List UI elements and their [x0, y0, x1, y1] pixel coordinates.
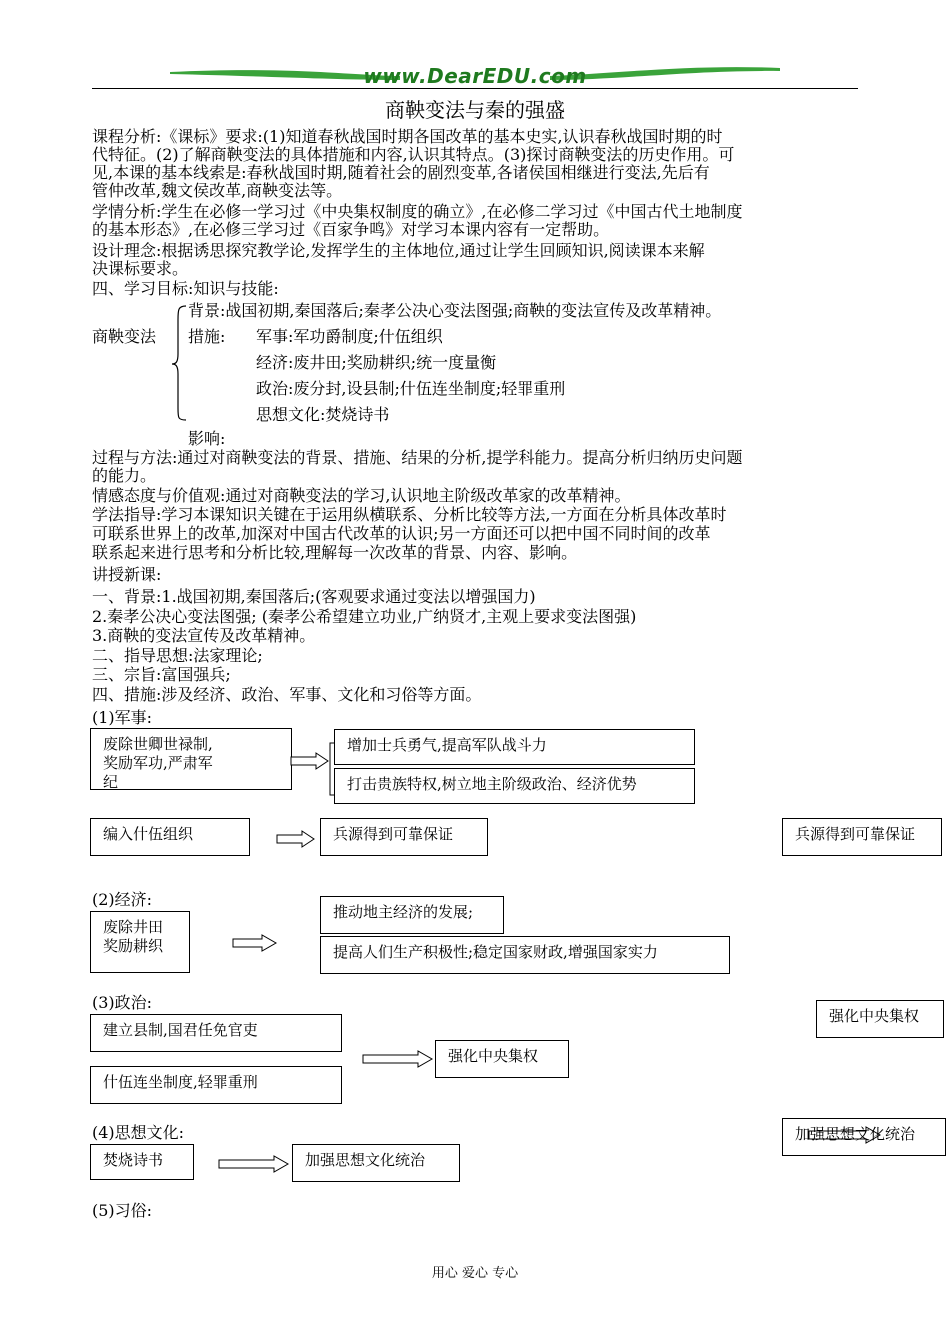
outline-root: 商鞅变法: [92, 327, 157, 346]
body-line: 一、背景:1.战国初期,秦国落后;(客观要求通过变法以增强国力): [92, 587, 536, 606]
header-rule: [92, 88, 858, 89]
culture-box: 焚烧诗书: [90, 1144, 194, 1180]
body-line: 过程与方法:通过对商鞅变法的背景、措施、结果的分析,提学科能力。提高分析归纳历史问题: [92, 448, 743, 467]
military-result-3: 兵源得到可靠保证: [320, 818, 488, 856]
outline-culture: 思想文化:焚烧诗书: [256, 405, 390, 424]
arrow-icon: [218, 1155, 290, 1173]
outline-background: 背景:战国初期,秦国落后;秦孝公决心变法图强;商鞅的变法宣传及改革精神。: [188, 301, 722, 320]
body-line: 2.秦孝公决心变法图强; (秦孝公希望建立功业,广纳贤才,主观上要求变法图强): [92, 607, 637, 626]
arrow-icon: [276, 830, 316, 848]
military-box-organize: 编入什伍组织: [90, 818, 250, 856]
body-line: 四、措施:涉及经济、政治、军事、文化和习俗等方面。: [92, 685, 482, 704]
logo-text[interactable]: www.DearEDU.com: [363, 64, 587, 88]
intro-line: 课程分析:《课标》要求:(1)知道春秋战国时期各国改革的基本史实,认识春秋战国时期的时: [92, 127, 723, 146]
intro-line: 四、学习目标:知识与技能:: [92, 279, 279, 298]
intro-line: 的基本形态》,在必修三学习过《百家争鸣》对学习本课内容有一定帮助。: [92, 220, 610, 239]
military-stray-box: 兵源得到可靠保证: [782, 818, 942, 856]
economy-result-1: 推动地主经济的发展;: [320, 896, 504, 934]
arrow-icon: [232, 934, 278, 952]
body-line: 三、宗旨:富国强兵;: [92, 665, 231, 684]
body-line: 讲授新课:: [92, 565, 162, 584]
arrow-icon: [290, 752, 330, 770]
body-line: 二、指导思想:法家理论;: [92, 646, 263, 665]
body-line: 3.商鞅的变法宣传及改革精神。: [92, 626, 316, 645]
culture-result: 加强思想文化统治: [292, 1144, 460, 1182]
intro-line: 代特征。(2)了解商鞅变法的具体措施和内容,认识其特点。(3)探讨商鞅变法的历史作用。可: [92, 145, 735, 164]
politics-stray-box: 强化中央集权: [816, 1000, 944, 1038]
culture-stray-box: 加强思想文化统治: [782, 1118, 946, 1156]
outline-politics: 政治:废分封,设县制;什伍连坐制度;轻罪重刑: [256, 379, 566, 398]
body-line: 的能力。: [92, 466, 157, 485]
section-culture-heading: (4)思想文化:: [92, 1123, 185, 1142]
arrow-icon: [362, 1050, 434, 1068]
politics-box-county: 建立县制,国君任免官吏: [90, 1014, 342, 1052]
outline-impact: 影响:: [188, 429, 226, 448]
outline-measures-label: 措施:: [188, 327, 226, 346]
military-result-2: [334, 768, 695, 804]
arrow-icon: [808, 1126, 882, 1144]
body-line: 可联系世界上的改革,加深对中国古代改革的认识;另一方面还可以把中国不同时间的改革: [92, 524, 711, 543]
intro-line: 管仲改革,魏文侯改革,商鞅变法等。: [92, 181, 343, 200]
military-result-2-text: 打击贵族特权,树立地主阶级政治、经济优势: [347, 775, 637, 793]
section-military-heading: (1)军事:: [92, 708, 153, 727]
intro-line: 学情分析:学生在必修一学习过《中央集权制度的确立》,在必修二学习过《中国古代土地制度: [92, 202, 743, 221]
intro-line: 见,本课的基本线索是:春秋战国时期,随着社会的剧烈变革,各诸侯国相继进行变法,先后有: [92, 163, 710, 182]
politics-result: 强化中央集权: [435, 1040, 569, 1078]
military-result-1: 增加士兵勇气,提高军队战斗力: [334, 729, 695, 765]
body-line: 学法指导:学习本课知识关键在于运用纵横联系、分析比较等方法,一方面在分析具体改革时: [92, 505, 727, 524]
page-title: 商鞅变法与秦的强盛: [385, 98, 565, 122]
outline-economy: 经济:废井田;奖励耕织;统一度量衡: [256, 353, 497, 372]
brace-icon: [170, 304, 190, 422]
intro-line: 决课标要求。: [92, 259, 189, 278]
page-footer: 用心 爱心 专心: [431, 1266, 519, 1281]
intro-line: 设计理念:根据诱思探究教学论,发挥学生的主体地位,通过让学生回顾知识,阅读课本来解: [92, 241, 705, 260]
economy-result-2: 提高人们生产积极性;稳定国家财政,增强国家实力: [320, 936, 730, 974]
section-customs-heading: (5)习俗:: [92, 1201, 153, 1220]
section-politics-heading: (3)政治:: [92, 993, 153, 1012]
economy-box: 废除井田 奖励耕织: [90, 911, 190, 973]
body-line: 情感态度与价值观:通过对商鞅变法的学习,认识地主阶级改革家的改革精神。: [92, 486, 631, 505]
outline-military: 军事:军功爵制度;什伍组织: [256, 327, 443, 346]
section-economy-heading: (2)经济:: [92, 890, 153, 909]
military-box-rank: 废除世卿世禄制, 奖励军功,严肃军 纪: [90, 728, 292, 790]
politics-box-collective: 什伍连坐制度,轻罪重刑: [90, 1066, 342, 1104]
body-line: 联系起来进行思考和分析比较,理解每一次改革的背景、内容、影响。: [92, 543, 578, 562]
